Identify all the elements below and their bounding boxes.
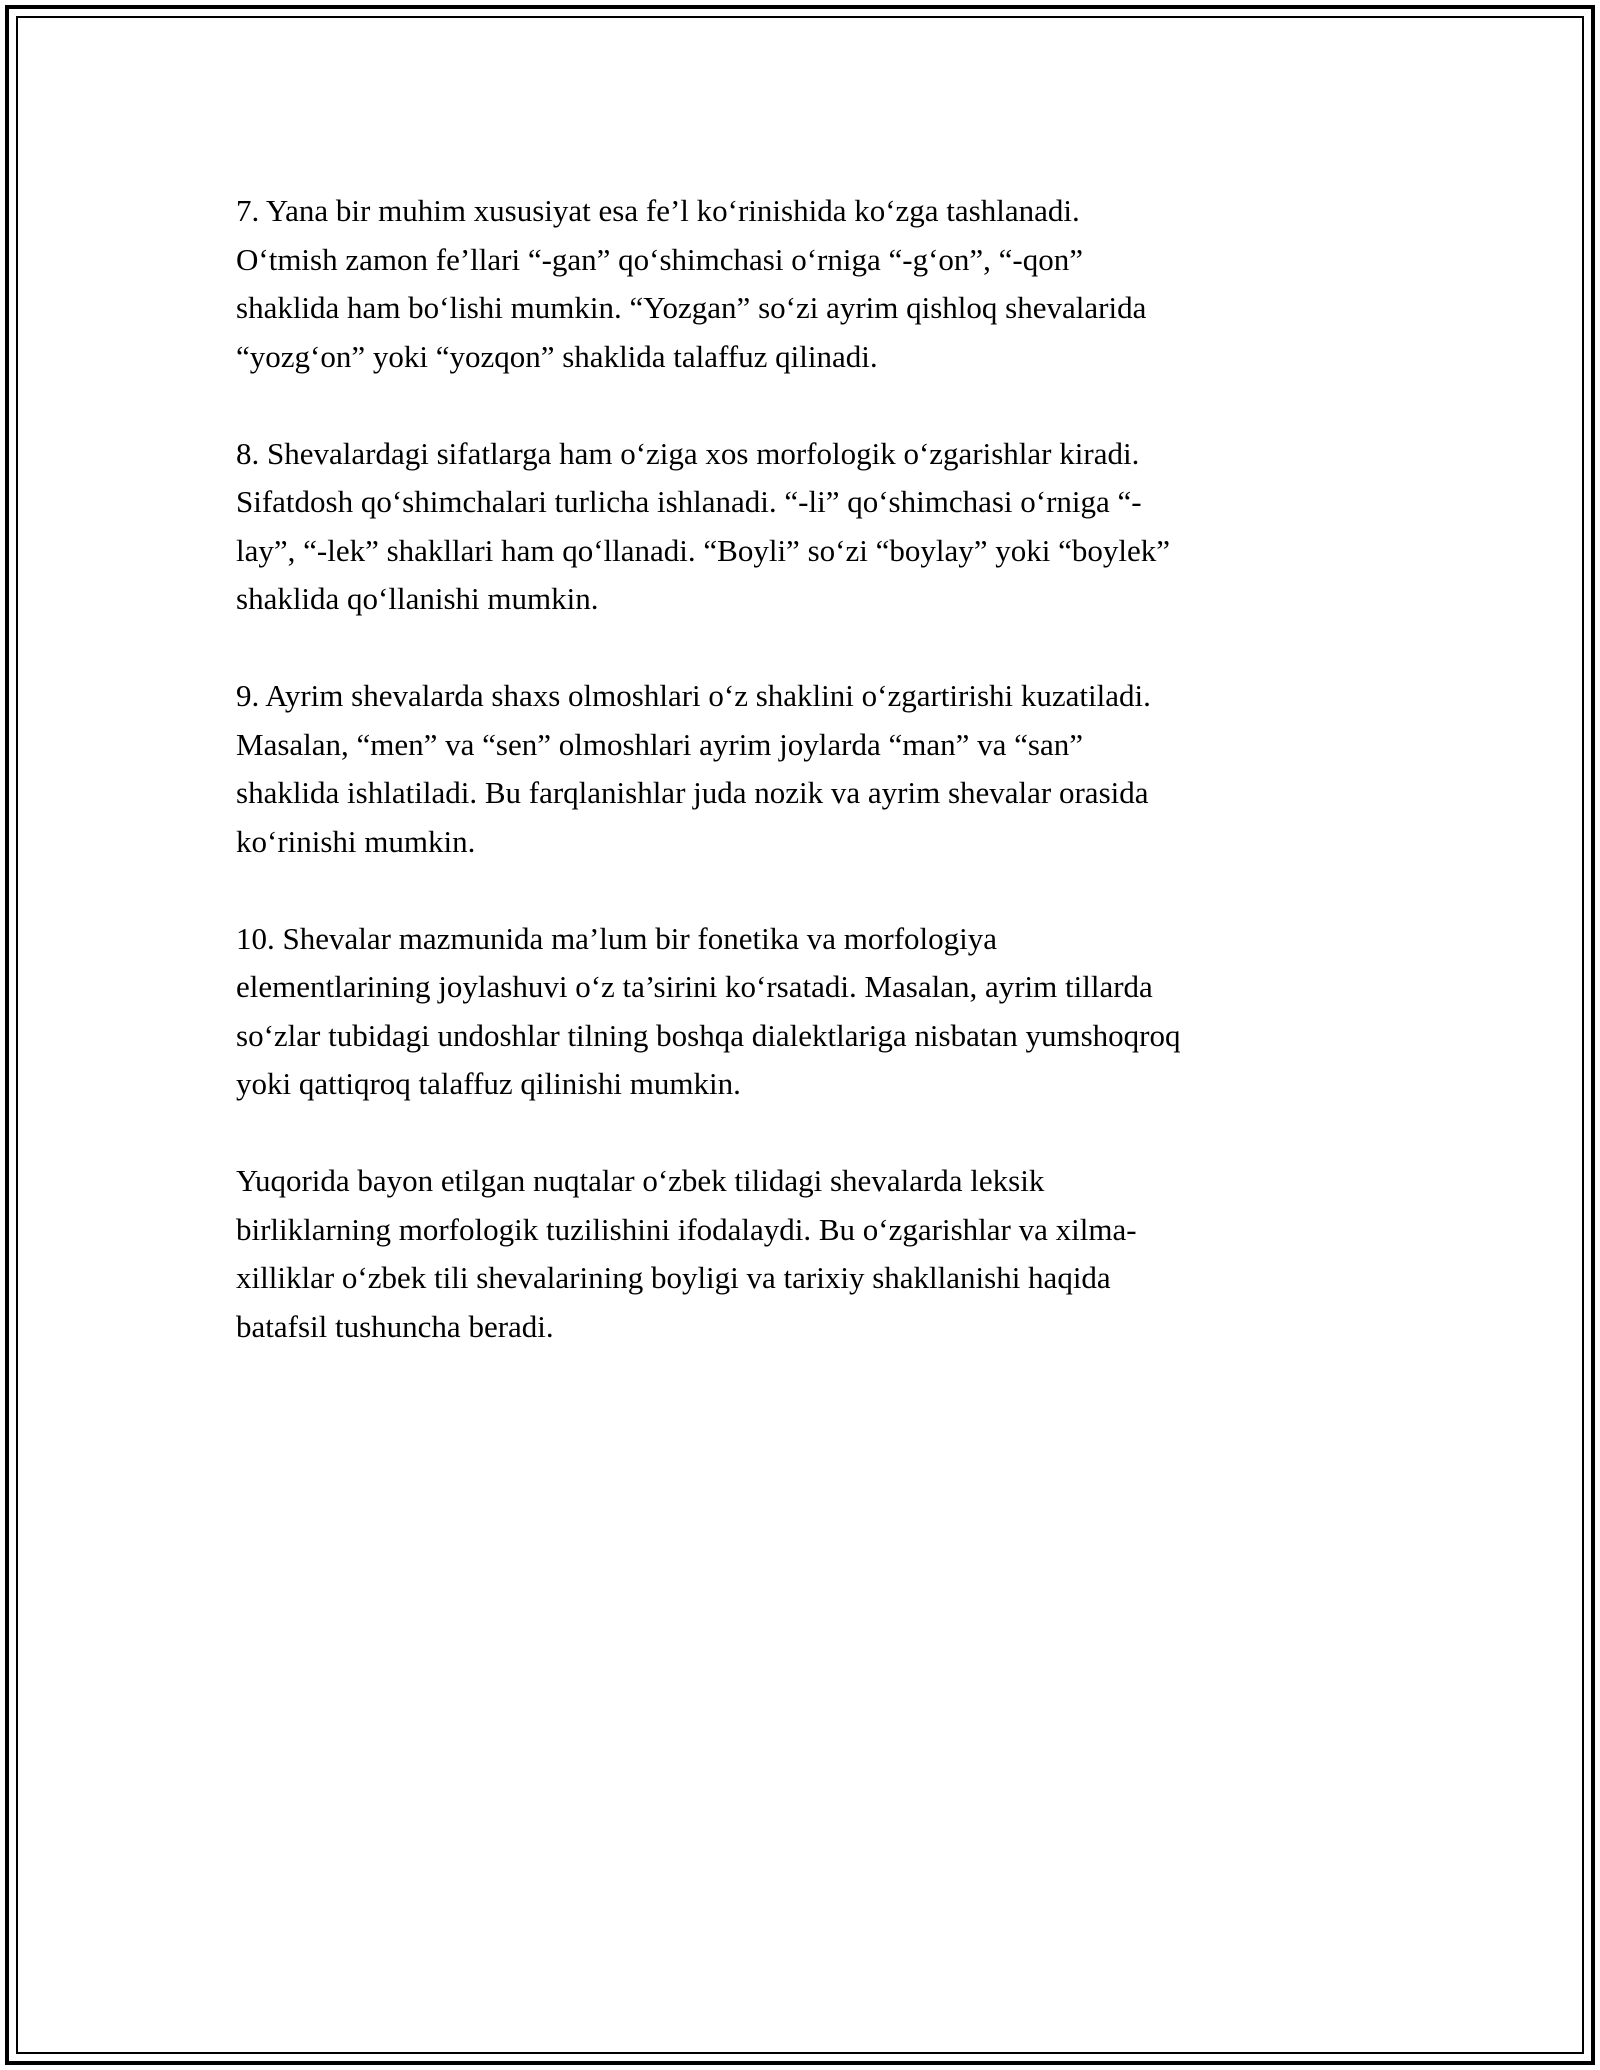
paragraph-9 [236, 672, 1366, 866]
text-line: lay”, “-lek” shakllari ham qo‘llanadi. “Boyli” so‘zi “boylay” yoki “boylek” [236, 532, 1170, 568]
text-line: 9. Ayrim shevalarda shaxs olmoshlari o‘z shaklini o‘zgartirishi kuzatiladi. [236, 678, 1151, 713]
text-line: “yozg‘on” yoki “yozqon” shaklida talaffuz qilinadi. [236, 338, 878, 374]
text-line: Sifatdosh qo‘shimchalari turlicha ishlanadi. “-li” qo‘shimchasi o‘rniga “- [236, 484, 1142, 519]
paragraph-7 [236, 187, 1366, 381]
text-line: birliklarning morfologik tuzilishini ifodalaydi. Bu o‘zgarishlar va xilma- [236, 1211, 1137, 1247]
text-line: xilliklar o‘zbek tili shevalarining boyligi va tarixiy shakllanishi haqida [236, 1260, 1111, 1295]
text-line: yoki qattiqroq talaffuz qilinishi mumkin. [236, 1066, 741, 1101]
text-line: 8. Shevalardagi sifatlarga ham o‘ziga xos morfologik o‘zgarishlar kiradi. [236, 435, 1140, 471]
paragraph-8 [236, 430, 1366, 624]
text-line: O‘tmish zamon fe’llari “-gan” qo‘shimchasi o‘rniga “-g‘on”, “-qon” [236, 241, 1084, 277]
paragraph-conclusion [236, 1157, 1366, 1351]
text-line: 10. Shevalar mazmunida ma’lum bir fonetika va morfologiya [236, 920, 997, 956]
text-line: ko‘rinishi mumkin. [236, 823, 476, 859]
text-line: shaklida ham bo‘lishi mumkin. “Yozgan” so‘zi ayrim qishloq shevalarida [236, 290, 1147, 325]
text-line: elementlarining joylashuvi o‘z ta’sirini ko‘rsatadi. Masalan, ayrim tillarda [236, 969, 1153, 1004]
text-line: batafsil tushuncha beradi. [236, 1308, 554, 1344]
paragraph-10 [236, 915, 1366, 1109]
text-line: shaklida ishlatiladi. Bu farqlanishlar juda nozik va ayrim shevalar orasida [236, 775, 1149, 810]
document-body [236, 187, 1366, 1400]
text-line: shaklida qo‘llanishi mumkin. [236, 581, 599, 616]
text-line: Masalan, “men” va “sen” olmoshlari ayrim joylarda “man” va “san” [236, 726, 1083, 762]
text-line: Yuqorida bayon etilgan nuqtalar o‘zbek tilidagi shevalarda leksik [236, 1163, 1045, 1198]
text-line: so‘zlar tubidagi undoshlar tilning boshqa dialektlariga nisbatan yumshoqroq [236, 1017, 1181, 1053]
text-line: 7. Yana bir muhim xususiyat esa fe’l ko‘rinishida ko‘zga tashlanadi. [236, 193, 1080, 228]
